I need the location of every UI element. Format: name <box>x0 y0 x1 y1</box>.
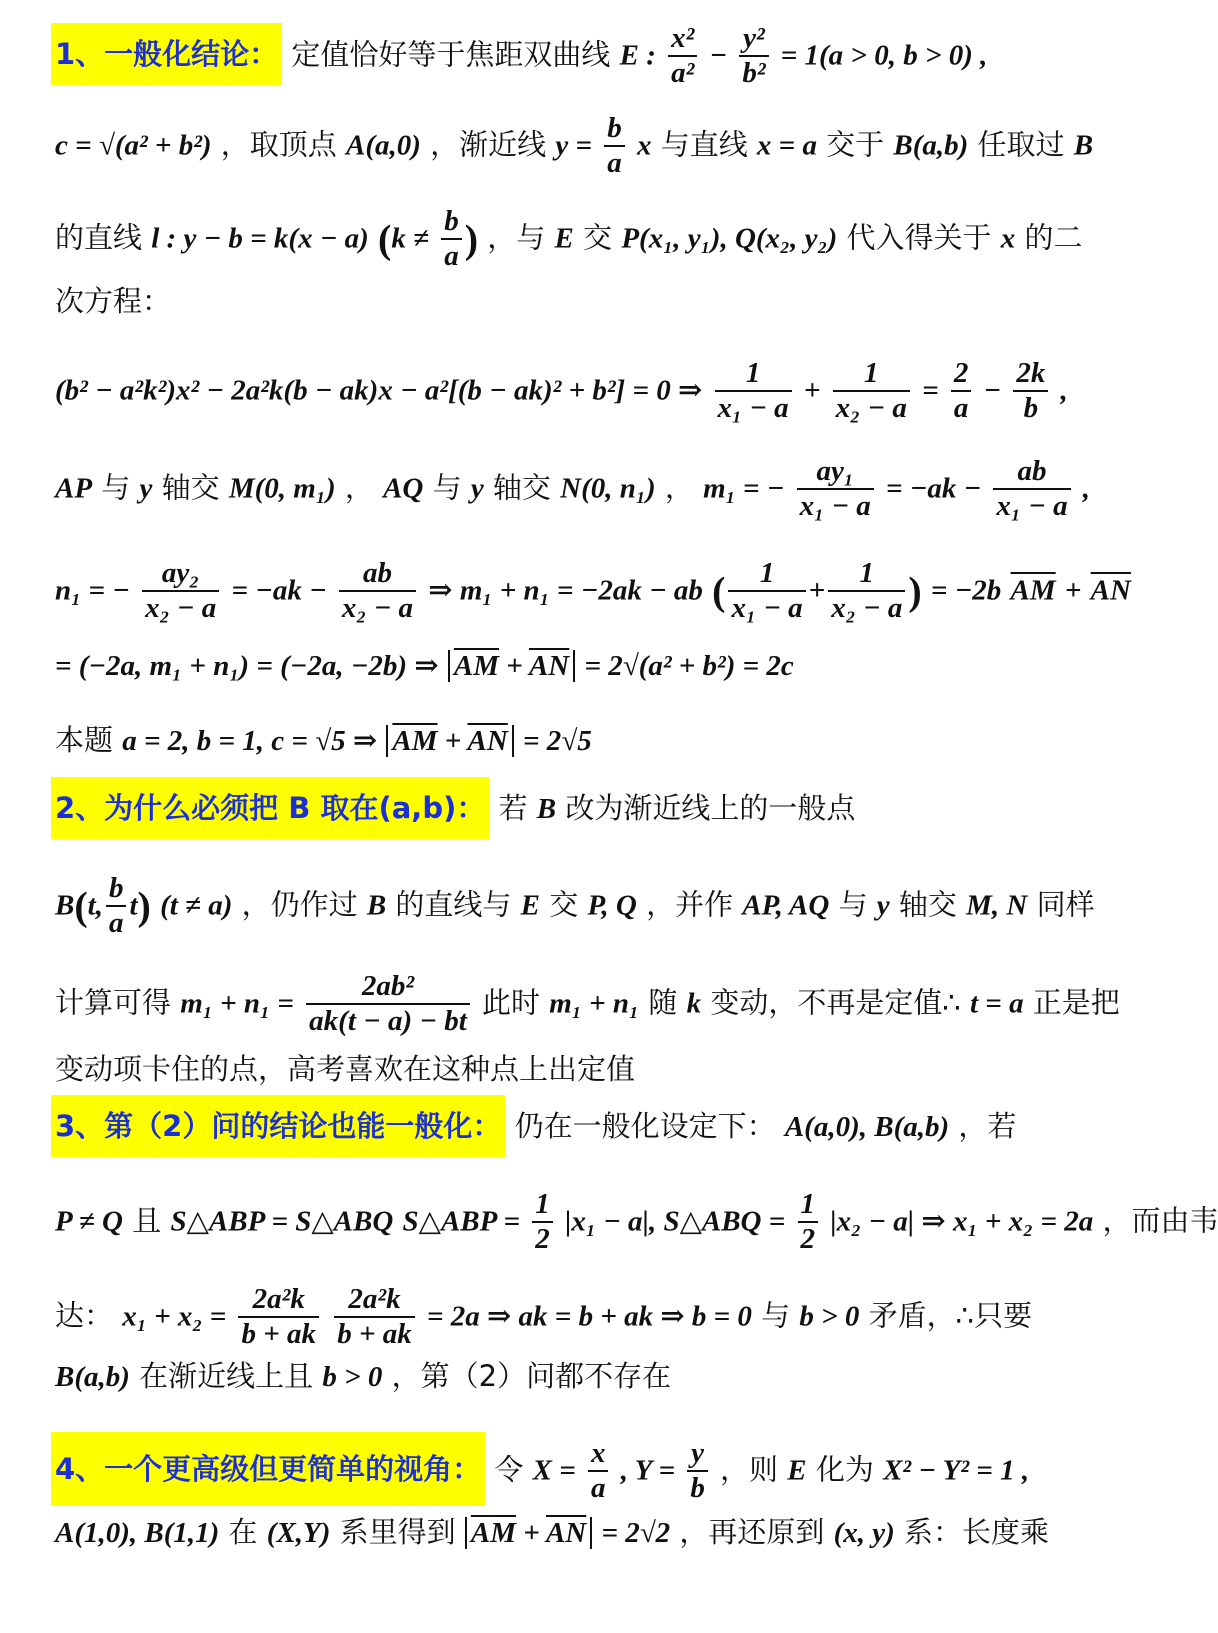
text: 改为渐近线上的一般点 <box>565 791 856 825</box>
math: = 2√(a² + b²) = 2c <box>584 650 794 682</box>
text: 轴交 <box>161 470 220 505</box>
math: + <box>803 374 821 407</box>
math: , <box>1060 374 1068 407</box>
text: 的直线 <box>55 220 143 255</box>
text: ，仍作过 <box>241 887 358 922</box>
math: x <box>636 129 652 162</box>
math: , <box>1082 472 1091 505</box>
fraction: $\frac{2}{a}$ <box>951 357 972 426</box>
s2-line-4: 变动项卡住的点，高考喜欢在这种点上出定值 <box>55 1052 636 1086</box>
text: 正是把 <box>1032 985 1120 1020</box>
math: N(0, n₁) <box>560 472 656 505</box>
math: A(a,0), B(a,b) <box>784 1111 950 1143</box>
math: y <box>876 889 890 922</box>
text: ，与 <box>487 220 546 255</box>
math: + <box>808 574 826 607</box>
text: ，则 <box>720 1452 779 1487</box>
math: m₁ + n₁ = <box>180 987 294 1020</box>
math: x = a <box>756 129 817 162</box>
fraction: $\frac{b}{a}$ <box>604 112 625 181</box>
math: − <box>983 374 1002 407</box>
math: ⇒ m₁ + n₁ = −2ak − ab <box>428 574 703 607</box>
math: y = <box>555 129 593 162</box>
math: |x₂ − a| ⇒ x₁ + x₂ = 2a <box>830 1205 1094 1238</box>
math: t, <box>87 889 103 922</box>
fraction: $\frac{x}{a}$ <box>588 1437 609 1506</box>
math: B(a,b) <box>893 129 969 162</box>
math: (X,Y) <box>266 1517 331 1549</box>
math: S△ABP = <box>402 1205 521 1238</box>
fraction: $\frac{\text{2a²k}}{b + ak}$ <box>238 1283 319 1352</box>
text: 系：长度乘 <box>904 1515 1050 1549</box>
text: 矛盾，∴只要 <box>868 1298 1033 1333</box>
s1-line-9 <box>55 722 1198 759</box>
fraction: $\frac{y}{b}$ <box>687 1437 708 1506</box>
math: t = a <box>969 987 1024 1020</box>
fraction: $\frac{1}{2}$ <box>798 1188 819 1257</box>
text: 仍在一般化设定下： <box>514 1109 776 1143</box>
text: 的直线与 <box>395 887 512 922</box>
s4-heading: 4、一个更高级但更简单的视角： <box>51 1432 485 1506</box>
text: 计算可得 <box>55 985 172 1020</box>
text: 本题 <box>55 723 114 757</box>
math: A(1,0), B(1,1) <box>55 1517 220 1549</box>
s3-line-3 <box>55 1283 1198 1352</box>
fraction: $\frac{\text{ay₁}}{\text{x₁ − a}}$ <box>797 455 874 524</box>
math: |x₁ − a|, S△ABQ = <box>564 1205 786 1238</box>
fraction: $\frac{\text{2a²k}}{b + ak}$ <box>334 1283 415 1352</box>
text: ，第（2）问都不存在 <box>391 1359 672 1393</box>
math: B <box>1073 129 1094 162</box>
math: k <box>686 987 702 1020</box>
fraction: $\frac{1}{\text{x₁ − a}}$ <box>728 557 805 626</box>
vector-am: $\overline{AM}$ <box>392 725 438 757</box>
math: x <box>1000 222 1016 255</box>
s3-line-2 <box>55 1188 1218 1257</box>
text: 随 <box>648 985 678 1020</box>
text: 与直线 <box>660 127 748 162</box>
math: = 2a ⇒ ak = b + ak ⇒ b = 0 <box>426 1300 752 1333</box>
s1-line-3: 的直线 l : y − b = k(x − a) (k ≠ $\frac{b}{a}$ ) ，与 E 交 P(x₁, y₁), Q(x₂, y₂) 代入得关于 x 的二 <box>55 205 1083 273</box>
text: 的二 <box>1024 220 1083 255</box>
vector-am: $\overline{AM}$ <box>1010 574 1056 607</box>
s2-line-3 <box>55 970 1198 1039</box>
text: 交 <box>549 887 579 922</box>
text: 交于 <box>826 127 885 162</box>
text: 与 <box>838 887 868 922</box>
math: (x, y) <box>833 1517 895 1549</box>
math: t <box>129 889 138 922</box>
math: + <box>1064 574 1082 607</box>
math: l : y − b = k(x − a) <box>151 222 369 255</box>
fraction: $\frac{\text{ay₂}}{\text{x₂ − a}}$ <box>142 557 219 626</box>
math: A(a,0) <box>346 129 421 162</box>
math: m₁ + n₁ <box>549 987 640 1020</box>
math: n₁ = − <box>55 574 130 607</box>
text: 化为 <box>815 1452 874 1487</box>
fraction: $\frac{1}{\text{x₁ − a}}$ <box>715 357 792 426</box>
math: = −2b <box>930 574 1002 607</box>
math: = −ak − <box>231 574 327 607</box>
text: 定值恰好等于焦距双曲线 <box>291 37 611 72</box>
math: E <box>787 1454 807 1487</box>
math: B <box>366 889 387 922</box>
math: = −ak − <box>886 472 982 505</box>
text: ，再还原到 <box>679 1515 825 1549</box>
text: 交 <box>583 220 613 255</box>
text: 与 <box>101 470 131 505</box>
text: 任取过 <box>977 127 1065 162</box>
s2-line-1 <box>55 790 1198 827</box>
text: 系里得到 <box>339 1515 456 1549</box>
s1-line-8 <box>55 647 1198 684</box>
math: , Y = <box>620 1454 676 1487</box>
s1-line-2 <box>55 112 1198 181</box>
text: 在渐近线上且 <box>139 1359 314 1393</box>
math: M(0, m₁) <box>228 472 336 505</box>
math: = 1(a > 0, b > 0) , <box>780 39 988 72</box>
vector-an: $\overline{AN}$ <box>1090 574 1131 607</box>
vector-am: $\overline{AM}$ <box>470 1517 516 1549</box>
text: 轴交 <box>492 470 551 505</box>
fraction: $\frac{1}{2}$ <box>532 1188 553 1257</box>
text: ，若 <box>958 1109 1017 1143</box>
text: ，渐近线 <box>430 127 547 162</box>
text: ， <box>344 470 374 505</box>
vector-an: $\overline{AN}$ <box>545 1517 587 1549</box>
math: − <box>709 39 728 72</box>
math: P ≠ Q <box>55 1205 123 1238</box>
s1-line-5 <box>55 357 1198 426</box>
fraction: $\frac{1}{\text{x₂ − a}}$ <box>828 557 905 626</box>
fraction: $\frac{b}{a}$ <box>441 205 462 274</box>
math: a = 2, b = 1, c = √5 ⇒ <box>122 725 378 757</box>
s3-line-1 <box>55 1108 1198 1145</box>
text: 代入得关于 <box>846 220 992 255</box>
math: X² − Y² = 1 , <box>883 1454 1030 1487</box>
math: c = √(a² + b²) <box>55 129 212 162</box>
math: b > 0 <box>322 1361 383 1393</box>
text: 在 <box>228 1515 258 1549</box>
math: P(x₁, y₁), Q(x₂, y₂) <box>621 222 838 255</box>
s1-heading: 1、一般化结论： <box>51 23 282 85</box>
math: B(a,b) <box>55 1361 130 1393</box>
math: b > 0 <box>799 1300 860 1333</box>
text: 且 <box>132 1203 162 1238</box>
math: E : <box>619 39 656 72</box>
math: M, N <box>966 889 1028 922</box>
text: 若 <box>498 791 528 825</box>
math: AP, AQ <box>742 889 830 922</box>
math: B <box>536 793 557 825</box>
math: E <box>520 889 540 922</box>
fraction: $\frac{1}{\text{x₂ − a}}$ <box>833 357 910 426</box>
math: = <box>922 374 939 407</box>
math: P, Q <box>587 889 637 922</box>
fraction: $\frac{ab}{\text{x₁ − a}}$ <box>993 455 1070 524</box>
math: AP <box>55 472 93 505</box>
abs-value: $\overline{AM} + \overline{AN}$ <box>448 650 575 682</box>
text: 轴交 <box>898 887 957 922</box>
s1-line-1 <box>55 22 1198 91</box>
math: AQ <box>383 472 424 505</box>
s2-line-2: B(t, $\frac{b}{a}$ t) (t ≠ a) ，仍作过 B 的直线与 E 交 P, Q ，并作 AP, AQ 与 y 轴交 M, N 同样 <box>55 872 1095 940</box>
abs-value: $\overline{AM} + \overline{AN}$ <box>465 1517 592 1549</box>
s3-heading: 3、第（2）问的结论也能一般化： <box>51 1095 505 1157</box>
fraction: $\frac{\text{y²}}{\text{b²}}$ <box>739 22 768 91</box>
text: ，取顶点 <box>220 127 337 162</box>
s1-line-4: 次方程： <box>55 284 172 318</box>
math: m₁ = − <box>703 472 785 505</box>
fraction: $\frac{2k}{b}$ <box>1013 357 1048 426</box>
math: (b² − a²k²)x² − 2a²k(b − ak)x − a²[(b − ak)² + b²] = 0 ⇒ <box>55 374 703 407</box>
math: = 2√5 <box>523 725 592 757</box>
text: 此时 <box>481 985 540 1020</box>
abs-value: $\overline{AM} + \overline{AN}$ <box>386 725 513 757</box>
math: = 2√2 <box>601 1517 671 1549</box>
text: 达： <box>55 1298 114 1333</box>
s3-line-4 <box>55 1358 1198 1395</box>
math: k ≠ <box>391 222 430 255</box>
math: X = <box>532 1454 576 1487</box>
text: 令 <box>494 1452 524 1487</box>
math: E <box>554 222 574 255</box>
text: ， <box>664 470 694 505</box>
vector-an: $\overline{AN}$ <box>467 725 508 757</box>
s4-line-1 <box>55 1437 1198 1506</box>
math: y <box>139 472 153 505</box>
math: = (−2a, m₁ + n₁) = (−2a, −2b) ⇒ <box>55 650 439 682</box>
fraction: $\frac{\text{2ab²}}{ak(t - a) - bt}$ <box>306 970 470 1039</box>
math: x₁ + x₂ = <box>122 1300 227 1333</box>
text: ，而由韦 <box>1102 1203 1218 1238</box>
text: ，并作 <box>646 887 734 922</box>
vector-am: $\overline{AM}$ <box>453 650 499 682</box>
text: 与 <box>761 1298 791 1333</box>
math: (t ≠ a) <box>160 889 233 922</box>
s2-heading: 2、为什么必须把 B 取在(a,b)： <box>51 777 489 839</box>
s1-line-7: n₁ = − $\frac{\text{ay₂}}{\text{x₂ − a}}$ = −ak − $\frac{ab}{\text{x₂ − a}}$ ⇒ m₁ + n₁ = −2ak − ab ( $\frac{1}{\text{x₁ − a}}$ + $\frac{1}{\text{x₂ − a}}$ ) = −2b $\overline{AM} + \overline{AN}$ <box>55 557 1131 625</box>
text: 同样 <box>1036 887 1095 922</box>
text: 与 <box>432 470 462 505</box>
fraction: $\frac{b}{a}$ <box>106 872 127 941</box>
s1-line-6 <box>55 455 1198 524</box>
fraction: $\frac{\text{x²}}{\text{a²}}$ <box>668 22 697 91</box>
text: 变动，不再是定值∴ <box>710 985 961 1020</box>
s4-line-2 <box>55 1514 1198 1551</box>
math: S△ABP = S△ABQ <box>170 1205 394 1238</box>
vector-an: $\overline{AN}$ <box>528 650 570 682</box>
math: y <box>470 472 484 505</box>
math: B <box>55 889 75 922</box>
fraction: $\frac{ab}{\text{x₂ − a}}$ <box>339 557 416 626</box>
